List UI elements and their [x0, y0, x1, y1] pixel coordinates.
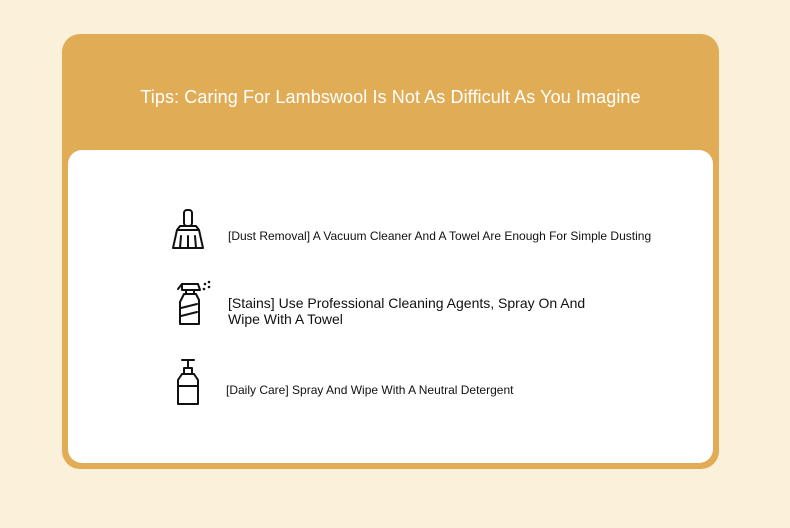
- tips-title: Tips: Caring For Lambswool Is Not As Difficult As You Imagine: [140, 87, 641, 107]
- tip-text-daily-care: [Daily Care] Spray And Wipe With A Neutral Detergent: [226, 383, 514, 397]
- tip-text-stains: [Stains] Use Professional Cleaning Agents, Spray On And Wipe With A Towel: [228, 295, 586, 327]
- pump-bottle-icon: [172, 356, 208, 408]
- tip-text-dust-removal: [Dust Removal] A Vacuum Cleaner And A Towel Are Enough For Simple Dusting: [228, 229, 652, 243]
- tips-panel: [68, 150, 713, 463]
- tips-card: [62, 34, 719, 469]
- spray-bottle-icon: [172, 280, 216, 328]
- brush-icon: [168, 206, 210, 252]
